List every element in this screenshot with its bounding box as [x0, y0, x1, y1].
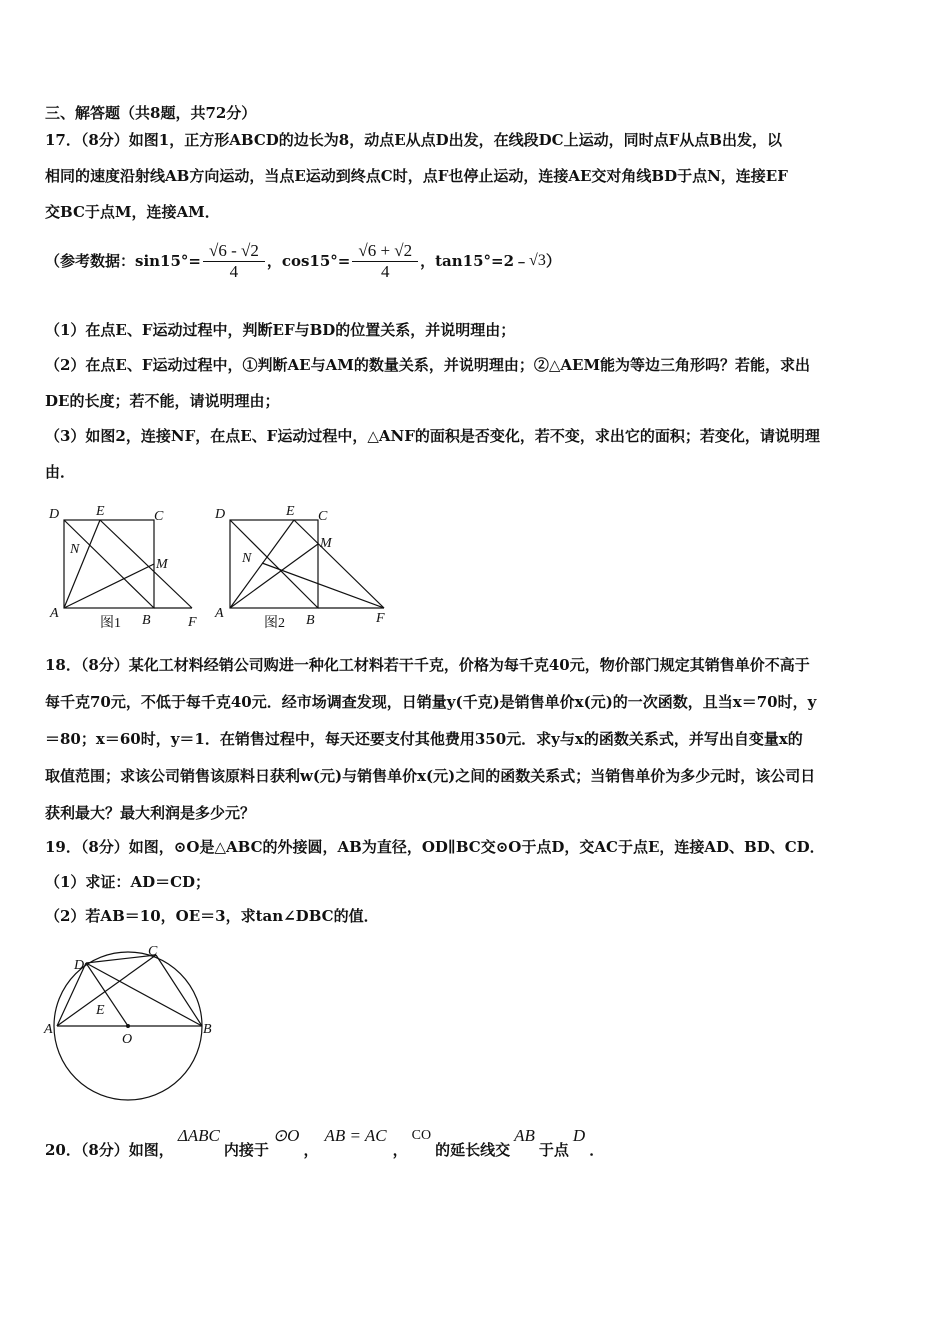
sin-fraction [203, 241, 265, 282]
cos-numerator: √6 + √2 [352, 241, 418, 262]
fig1-label-e: E [96, 504, 105, 519]
q17-part2-line2: DE的长度；若不能，请说明理由； [45, 392, 280, 410]
fig2-label-n: N [242, 551, 252, 566]
q17-line1: 17．（8分）如图1，正方形ABCD的边长为8，动点E从点D出发，在线段DC上运动，同时点F从点B出发，以 [45, 131, 782, 149]
q20-text3: 于点 [538, 1141, 569, 1159]
q17-part3-line1: （3）如图2，连接NF，在点E、F运动过程中，△ANF的面积是否变化，若不变，求出它的面积；若变化，请说明理 [45, 427, 820, 445]
q19-line1: 19．（8分）如图，⊙O是△ABC的外接圆，AB为直径，OD∥BC交⊙O于点D，交AC于点E，连接AD、BD、CD． [45, 838, 825, 856]
cos-fraction [352, 241, 418, 282]
fig1-label-d: D [49, 507, 60, 522]
q17-part1: （1）在点E、F运动过程中，判断EF与BD的位置关系，并说明理由； [45, 321, 516, 339]
fig1-label-f: F [188, 615, 197, 630]
fig2-label-b: B [306, 613, 315, 628]
figure-2 [210, 500, 390, 635]
q19-label-c: C [148, 944, 158, 959]
q18-line1: 18．（8分）某化工材料经销公司购进一种化工材料若干千克，价格为每千克40元，物价部门规定其销售单价不高于 [45, 656, 810, 674]
center-o-dot [126, 1024, 130, 1028]
fig1-label-b: B [142, 613, 151, 628]
q19-label-e: E [96, 1003, 105, 1018]
q20-equation: AB = AC [324, 1126, 387, 1145]
q19-label-o: O [122, 1032, 133, 1047]
q17-part2-line1: （2）在点E、F运动过程中，①判断AE与AM的数量关系，并说明理由；②△AEM能为等边三角形吗？若能，求出 [45, 356, 811, 374]
ref-prefix: （参考数据：sin15°= [45, 252, 201, 270]
sin-numerator: √6 - √2 [203, 241, 265, 262]
q20-ab: AB [514, 1126, 535, 1145]
fig2-label-c: C [318, 509, 328, 524]
figure-q19 [40, 940, 230, 1105]
q20-text2: 的延长线交 [435, 1141, 511, 1159]
q20-triangle: ΔABC [177, 1126, 220, 1145]
ref-tan: ，tan15°=2﹣ [420, 252, 530, 270]
fig2-caption: 图2 [264, 616, 285, 631]
sin-denominator: 4 [229, 261, 239, 281]
fig1-label-c: C [154, 509, 164, 524]
fig1-caption: 图1 [100, 616, 121, 631]
fig2-label-f: F [376, 611, 385, 626]
q17-line3: 交BC于点M，连接AM． [45, 203, 220, 221]
q19-label-d: D [74, 958, 85, 973]
cos-denominator: 4 [380, 261, 390, 281]
fig2-label-a: A [215, 606, 224, 621]
section-title: 三、解答题（共8题，共72分） [45, 104, 257, 122]
q18-line4: 取值范围；求该公司销售该原料日获利w(元)与销售单价x(元)之间的函数关系式；当销售单价为多少元时，该公司日 [45, 767, 816, 785]
figure-1 [44, 500, 214, 635]
q20-co: CO [411, 1128, 432, 1143]
q18-line3: ＝80；x＝60时，y＝1．在销售过程中，每天还要支付其他费用350元．求y与x的函数关系式，并写出自变量x的 [45, 730, 803, 748]
fig1-label-m: M [156, 557, 168, 572]
q20-circle: ⊙O [272, 1126, 300, 1145]
q20-line [45, 1124, 604, 1160]
fig2-label-e: E [286, 504, 295, 519]
q18-line2: 每千克70元，不低于每千克40元．经市场调查发现，日销量y(千克)是销售单价x(元)的一次函数，且当x＝70时，y [45, 693, 817, 711]
q20-comma2: ， [392, 1141, 408, 1159]
q19-part2: （2）若AB＝10，OE＝3，求tan∠DBC的值． [45, 907, 379, 925]
q17-line2: 相同的速度沿射线AB方向运动，当点E运动到终点C时，点F也停止运动，连接AE交对角线BD于点N，连接EF [45, 167, 788, 185]
q20-comma1: ， [303, 1141, 319, 1159]
q20-prefix: 20．（8分）如图， [45, 1141, 174, 1159]
q19-label-b: B [203, 1022, 212, 1037]
fig1-label-n: N [70, 542, 80, 557]
q19-part1: （1）求证：AD＝CD； [45, 873, 211, 891]
q19-label-a: A [44, 1022, 53, 1037]
q20-text1: 内接于 [223, 1141, 269, 1159]
q18-line5: 获利最大？最大利润是多少元？ [45, 804, 256, 822]
fig2-label-m: M [320, 536, 332, 551]
ref-suffix: ） [545, 252, 561, 270]
fig1-label-a: A [50, 606, 59, 621]
tan-root: √3 [529, 252, 546, 269]
q17-part3-line2: 由． [45, 463, 76, 481]
fig2-label-d: D [215, 507, 226, 522]
q17-reference-data [45, 236, 561, 286]
q20-end: ． [589, 1141, 605, 1159]
ref-cos: ，cos15°= [266, 252, 351, 270]
q20-d: D [572, 1126, 586, 1145]
